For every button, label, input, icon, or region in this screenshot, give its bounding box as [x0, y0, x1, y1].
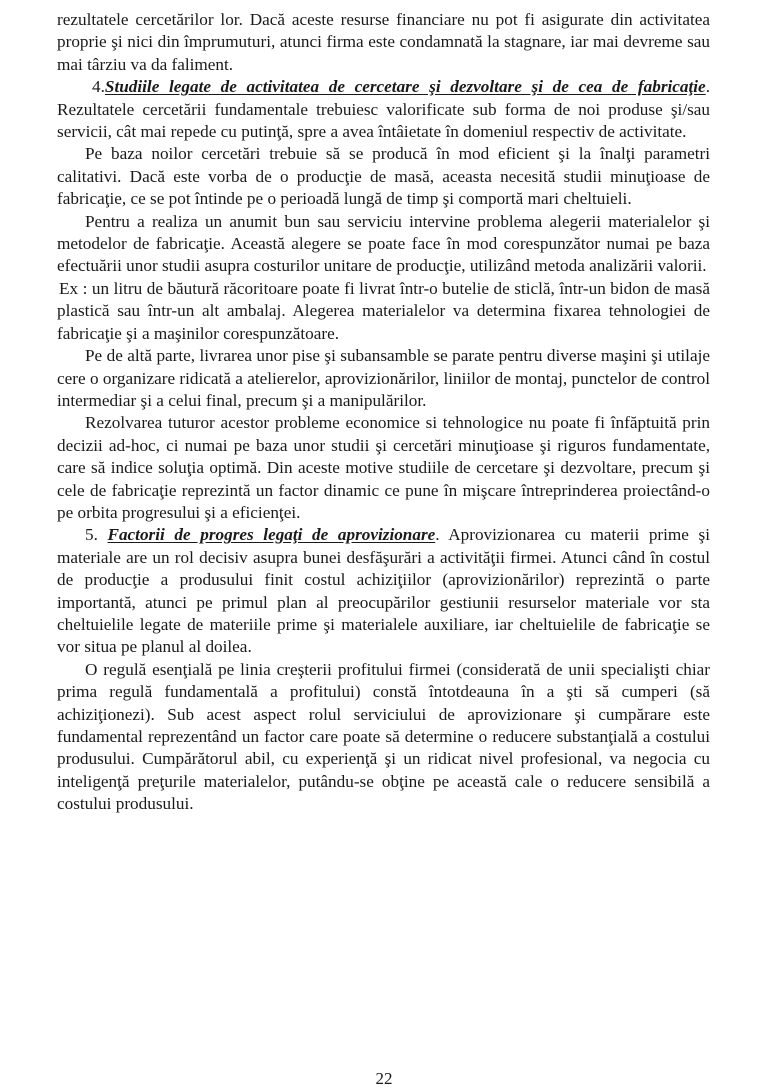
paragraph-supply-section — [57, 524, 710, 658]
section-heading-supply: Factorii de progres legaţi de aprovizionare — [107, 525, 436, 545]
paragraph-example: Ex : un litru de băutură răcoritoare poate fi livrat într-o butelie de sticlă, într-un bidon de masă plastică sau într-un alt ambalaj. Alegerea materialelor va determina fixarea tehnologiei de fabricaţie şi a maşinilor corespunzătoare. — [57, 278, 710, 343]
paragraph-materials: Pentru a realiza un anumit bun sau serviciu intervine problema alegerii materialelor şi metodelor de fabricaţie. Această alegere se poate face în mod corespunzător numai pe baza efectuării unor studii asupra costurilor unitare de producţie, utilizând metoda analizării valorii. — [57, 211, 710, 276]
paragraph-research-section — [57, 76, 710, 143]
section-text-supply: . Aprovizionarea cu materii prime şi materiale are un rol decisiv asupra bunei desfăşurări a activităţii firmei. Atunci când în costul de producţie a produsului finit costul achiziţiilor (aprovizionărilor) reprezintă o parte importantă, atunci pe primul plan al preocupărilor gestiunii resurselor materiale vor sta cheltuielile legate de materiile prime şi materialele auxiliare, iar cheltuielile de fabricaţie se vor situa pe planul al doilea. — [57, 525, 710, 657]
section-heading-research: Studiile legate de activitatea de cercetare şi dezvoltare şi de cea de fabricaţie — [104, 77, 706, 97]
paragraph-purchasing-rule: O regulă esenţială pe linia creşterii profitului firmei (considerată de unii specialişti chiar prima regulă fundamentală a profitului) constă întotdeauna în a şti să cumperi (să achiziţionezi). Sub acest aspect rolul serviciului de aprovizionare şi cumpărare este fundamental reprezentând un factor care poate să determine o reducere substanţială a costului produsului. Cumpărătorul abil, cu experienţă şi un ridicat nivel profesional, va negocia cu inteligenţă preţurile materialelor, putându-se obţine pe această cale o reducere sensibilă a costului produsului. — [57, 659, 710, 814]
page-number: 22 — [375, 1069, 393, 1088]
section-text-research: . Rezultatele cercetării fundamentale trebuiesc valorificate sub forma de noi produse şi/sau servicii, cât mai repede cu putinţă, spre a avea întâietate în domeniul respectiv de activitate. — [57, 77, 710, 142]
paragraph-production: Pe baza noilor cercetări trebuie să se producă în mod eficient şi la înalţi parametri calitativi. Dacă este vorba de o producţie de masă, aceasta necesită studii minuţioase de fabricaţie, ce se pot întinde pe o perioadă lungă de timp şi comportă mari cheltuieli. — [57, 144, 710, 209]
document-page — [57, 9, 710, 816]
section-number: 4. — [92, 77, 105, 97]
paragraph-organization: Pe de altă parte, livrarea unor pise şi subansamble se parate pentru diverse maşini şi utilaje cere o organizare ridicată a atelierelor, aprovizionărilor, liniilor de montaj, punctelor de control intermediar şi a celui final, precum şi a manipulărilor. — [57, 346, 710, 410]
section-number: 5. — [85, 525, 108, 545]
paragraph-solution: Rezolvarea tuturor acestor probleme economice si tehnologice nu poate fi înfăptuită prin decizii ad-hoc, ci numai pe baza unor studii şi cercetări minuţioase şi riguros fundamentate, care să indice soluţia optimă. Din aceste motive studiile de cercetare şi dezvoltare, precum şi cele de fabricaţie reprezintă un factor dinamic ce pune în mişcare întreprinderea proiectând-o pe orbita progresului şi a eficienţei. — [57, 413, 710, 522]
paragraph-intro-continuation: rezultatele cercetărilor lor. Dacă aceste resurse financiare nu pot fi asigurate din activitatea proprie şi nici din împrumuturi, atunci firma este condamnată la stagnare, iar mai devreme sau mai târziu va da faliment. — [57, 10, 710, 74]
